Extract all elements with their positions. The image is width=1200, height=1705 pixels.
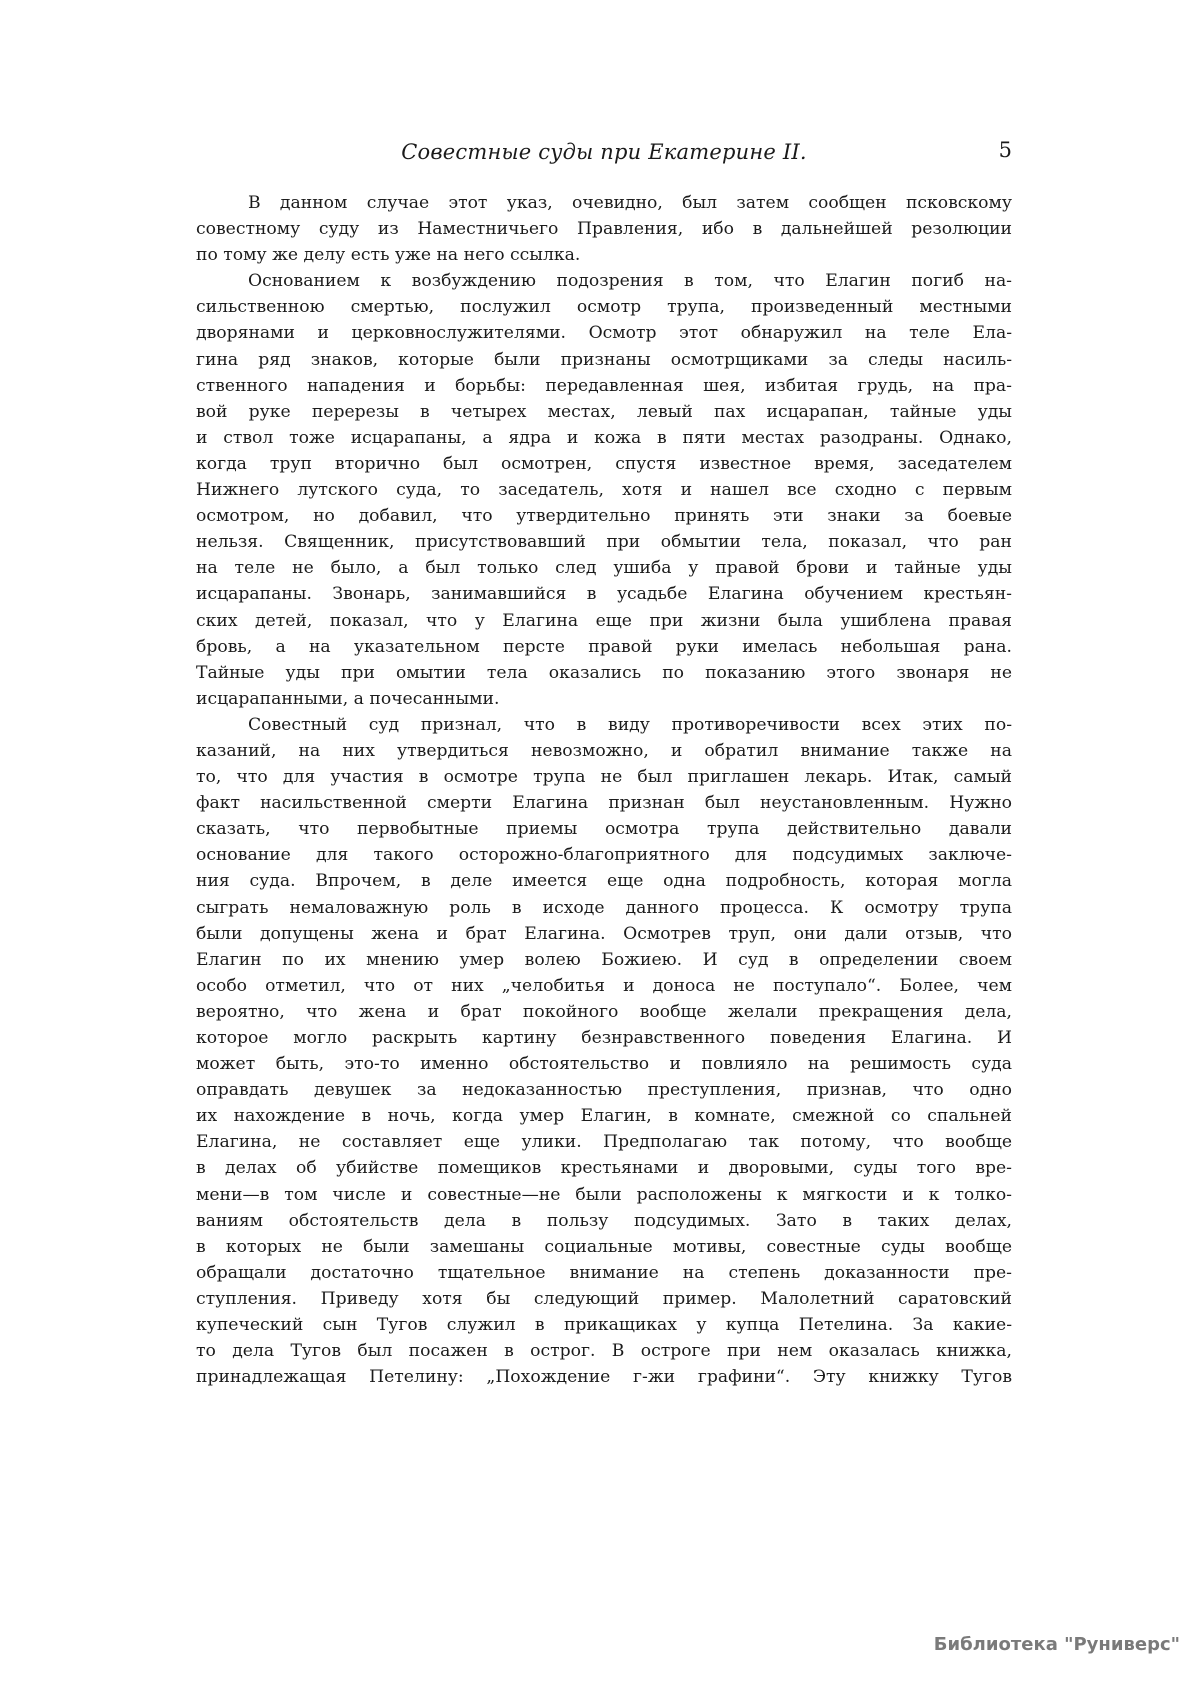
text-line: в делах об убийстве помещиков крестьянами и дворовыми, суды того вре-	[196, 1158, 1012, 1179]
text-line: мени—в том числе и совестные—не были расположены к мягкости и к толко-	[196, 1184, 1012, 1205]
text-line: дворянами и церковнослужителями. Осмотр этот обнаружил на теле Ела-	[196, 323, 1012, 344]
text-line: то, что для участия в осмотре трупа не был приглашен лекарь. Итак, самый	[196, 767, 1012, 788]
text-line: в которых не были замешаны социальные мотивы, совестные суды вообще	[196, 1236, 1012, 1257]
text-line: на теле не было, а был только след ушиба у правой брови и тайные уды	[196, 558, 1012, 579]
text-line: сильственною смертью, послужил осмотр трупа, произведенный местными	[196, 297, 1012, 318]
text-line: ских детей, показал, что у Елагина еще при жизни была ушиблена правая	[196, 610, 1012, 631]
text-line: обращали достаточно тщательное внимание на степень доказанности пре-	[196, 1262, 1012, 1283]
text-line: совестному суду из Наместничьего Правления, ибо в дальнейшей резолюции	[196, 219, 1012, 240]
text-line: ния суда. Впрочем, в деле имеется еще одна подробность, которая могла	[196, 871, 1012, 892]
text-line: вероятно, что жена и брат покойного вообще желали прекращения дела,	[196, 1001, 1012, 1022]
text-line: ственного нападения и борьбы: передавленная шея, избитая грудь, на пра-	[196, 375, 1012, 396]
text-line: Основанием к возбуждению подозрения в том, что Елагин погиб на-	[248, 271, 1012, 292]
text-line: были допущены жена и брат Елагина. Осмотрев труп, они дали отзыв, что	[196, 923, 1012, 944]
text-line: сыграть немаловажную роль в исходе данного процесса. К осмотру трупа	[196, 897, 1012, 918]
text-line: особо отметил, что от них „челобитья и доноса не поступало“. Более, чем	[196, 975, 1012, 996]
text-line: факт насильственной смерти Елагина признан был неустановленным. Нужно	[196, 793, 1012, 814]
text-line: Елагина, не составляет еще улики. Предполагаю так потому, что вообще	[196, 1132, 1012, 1153]
running-head	[196, 138, 1012, 168]
text-line: оправдать девушек за недоказанностью преступления, признав, что одно	[196, 1080, 1012, 1101]
text-line: может быть, это-то именно обстоятельство и повлияло на решимость суда	[196, 1054, 1012, 1075]
text-line: исцарапаны. Звонарь, занимавшийся в усадьбе Елагина обучением крестьян-	[196, 584, 1012, 605]
page-number: 5	[998, 138, 1012, 162]
text-line: бровь, а на указательном персте правой руки имелась небольшая рана.	[196, 636, 1012, 657]
text-line: В данном случае этот указ, очевидно, был затем сообщен псковскому	[248, 193, 1012, 213]
text-line: Елагин по их мнению умер волею Божиею. И суд в определении своем	[196, 949, 1012, 970]
text-line: вой руке перерезы в четырех местах, левый пах исцарапан, тайные уды	[196, 401, 1012, 422]
text-line: принадлежащая Петелину: „Похождение г-жи графини“. Эту книжку Тугов	[196, 1367, 1012, 1388]
body-text	[196, 190, 1012, 1390]
text-line: сказать, что первобытные приемы осмотра трупа действительно давали	[196, 819, 1012, 840]
text-line: когда труп вторично был осмотрен, спустя известное время, заседателем	[196, 453, 1012, 474]
library-watermark: Библиотека "Руниверс"	[933, 1634, 1180, 1655]
text-line: купеческий сын Тугов служил в прикащиках у купца Петелина. За какие-	[196, 1315, 1012, 1336]
text-line: то дела Тугов был посажен в острог. В остроге при нем оказалась книжка,	[196, 1341, 1012, 1362]
text-line: Тайные уды при омытии тела оказались по показанию этого звонаря не	[196, 662, 1012, 683]
text-line: ступления. Приведу хотя бы следующий пример. Малолетний саратовский	[196, 1288, 1012, 1309]
text-line: и ствол тоже исцарапаны, а ядра и кожа в пяти местах разодраны. Однако,	[196, 427, 1012, 448]
text-line: ваниям обстоятельств дела в пользу подсудимых. Зато в таких делах,	[196, 1210, 1012, 1231]
text-line: которое могло раскрыть картину безнравственного поведения Елагина. И	[196, 1028, 1012, 1048]
text-line: осмотром, но добавил, что утвердительно принять эти знаки за боевые	[196, 506, 1012, 527]
text-line: гина ряд знаков, которые были признаны осмотрщиками за следы насиль-	[196, 349, 1012, 370]
text-line: основание для такого осторожно-благоприятного для подсудимых заключе-	[196, 845, 1012, 866]
text-line: Нижнего лутского суда, то заседатель, хотя и нашел все сходно с первым	[196, 480, 1012, 501]
text-line: исцарапанными, а почесанными.	[196, 688, 500, 709]
text-line: казаний, на них утвердиться невозможно, и обратил внимание также на	[196, 740, 1012, 761]
text-line: их нахождение в ночь, когда умер Елагин, в комнате, смежной со спальней	[196, 1106, 1012, 1127]
text-line: по тому же делу есть уже на него ссылка.	[196, 245, 581, 266]
running-title: Совестные суды при Екатерине II.	[401, 140, 807, 164]
text-line: нельзя. Священник, присутствовавший при обмытии тела, показал, что ран	[196, 532, 1012, 553]
text-line: Совестный суд признал, что в виду противоречивости всех этих по-	[248, 714, 1012, 735]
